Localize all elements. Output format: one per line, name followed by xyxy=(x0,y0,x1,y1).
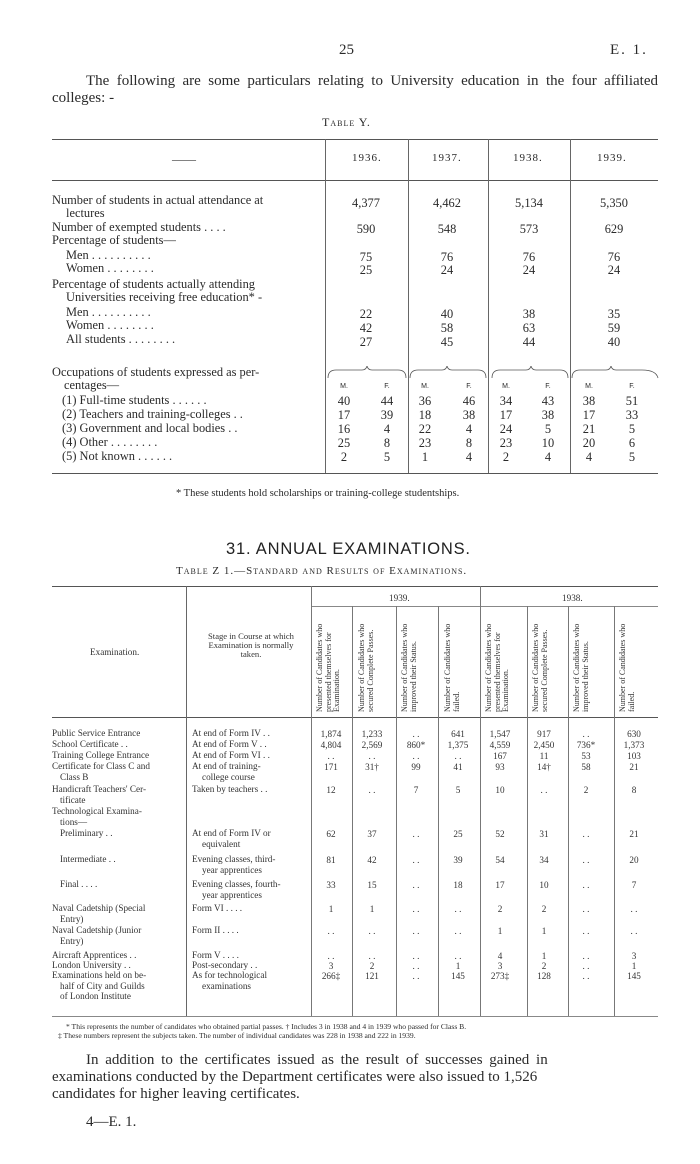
table-z-cell: . . xyxy=(412,880,420,890)
table-z-cell: . . xyxy=(412,971,420,981)
table-z-cell: 34 xyxy=(539,855,549,865)
table-y-row-label: Percentage of students— xyxy=(52,233,176,247)
table-y-cell: 4 xyxy=(465,422,473,436)
intro-paragraph: The following are some particulars relating to University education in the four affiliated colleges: - xyxy=(52,73,658,106)
table-y-cell: 5 xyxy=(628,422,636,436)
table-z-cell: . . xyxy=(368,926,376,936)
table-z-cell: . . xyxy=(412,729,420,739)
table-z-exam-name: Intermediate . . xyxy=(60,854,116,864)
table-y-cell: 38 xyxy=(522,307,536,321)
table-z-column-header: Number of Candidates who secured Complete Passes. xyxy=(357,623,375,712)
table-z-stage: As for technological xyxy=(192,970,268,980)
table-z-col-exam: Examination. xyxy=(90,647,140,657)
table-z-column-header: Number of Candidates who secured Complete Passes. xyxy=(531,623,549,712)
table-z-cell: 145 xyxy=(627,971,641,981)
table-z-cell: 1,373 xyxy=(623,740,645,750)
table-y-m-head: M. xyxy=(340,383,348,390)
table-z-cell: 5 xyxy=(455,785,461,795)
table-y-cell: 27 xyxy=(359,335,373,349)
table-y-cell: 23 xyxy=(499,436,513,450)
table-z-cell: . . xyxy=(582,951,590,961)
table-z-year-1939: 1939. xyxy=(389,593,410,603)
table-z-cell: 1 xyxy=(541,926,547,936)
table-z-cell: 1,375 xyxy=(447,740,469,750)
table-z-cell: 630 xyxy=(627,729,641,739)
table-z-cell: . . xyxy=(582,926,590,936)
table-y-row-label: Number of students in actual attendance at xyxy=(52,193,264,207)
table-y-cell: 33 xyxy=(625,408,639,422)
table-y-row-label: Men . . . . . . . . . . xyxy=(66,305,151,319)
table-z-cell: 736* xyxy=(576,740,596,750)
table-z-exam-name: tificate xyxy=(60,794,86,805)
table-z-cell: . . xyxy=(412,926,420,936)
table-z-exam-name: Handicraft Teachers' Cer- xyxy=(52,784,147,794)
table-z-cell: 54 xyxy=(495,855,505,865)
table-y-cell: 17 xyxy=(582,408,596,422)
table-y-cell: 40 xyxy=(607,335,621,349)
table-y-cell: 24 xyxy=(440,263,454,277)
table-y-cell: 40 xyxy=(440,307,454,321)
table-y-row-label: Women . . . . . . . . xyxy=(66,318,154,332)
table-z-cell: 21 xyxy=(629,829,639,839)
table-z-title: Table Z 1.—Standard and Results of Examinations. xyxy=(176,565,468,577)
table-z-cell: 860* xyxy=(406,740,426,750)
table-z-cell: 1 xyxy=(541,951,547,961)
table-z-cell: . . xyxy=(540,785,548,795)
table-y-row-label: Percentage of students actually attending xyxy=(52,277,255,291)
table-z-exam-name: Entry) xyxy=(60,935,84,946)
table-z-cell: 145 xyxy=(451,971,465,981)
table-z-cell: 14† xyxy=(537,762,551,772)
table-z-cell: 99 xyxy=(411,762,421,772)
table-y-cell: 76 xyxy=(522,250,536,264)
table-y-row-label: Number of exempted students . . . . xyxy=(52,220,226,234)
table-z-cell: . . xyxy=(582,880,590,890)
table-y-cell: 10 xyxy=(541,436,555,450)
table-z-stage: year apprentices xyxy=(202,864,262,875)
table-z-cell: 1,874 xyxy=(320,729,342,739)
table-z-cell: 81 xyxy=(326,855,336,865)
table-y-title: Table Y. xyxy=(322,115,371,129)
table-y-cell: 40 xyxy=(337,394,351,408)
table-y-cell: 46 xyxy=(462,394,476,408)
table-z-cell: . . xyxy=(368,951,376,961)
table-y-cell: 59 xyxy=(607,321,621,335)
table-y-year: 1939. xyxy=(597,152,627,164)
table-y-cell: 58 xyxy=(440,321,454,335)
table-y-cell: 20 xyxy=(582,436,596,450)
table-y-cell: 38 xyxy=(582,394,596,408)
table-z-cell: 62 xyxy=(326,829,336,839)
table-z-cell: 121 xyxy=(365,971,379,981)
table-z-exam-name: Naval Cadetship (Junior xyxy=(52,925,142,935)
table-z-cell: 2 xyxy=(541,904,547,914)
table-z-cell: . . xyxy=(412,751,420,761)
table-z-cell: . . xyxy=(582,971,590,981)
table-z-cell: . . xyxy=(412,829,420,839)
table-y-m-head: M. xyxy=(502,383,510,390)
table-z-column-header: Number of Candidates who presented themselves for Examination. xyxy=(484,623,511,712)
table-z-stage: Form VI . . . . xyxy=(192,903,243,913)
table-z-cell: 2 xyxy=(369,961,375,971)
table-z-cell: 53 xyxy=(581,751,591,761)
table-y-cell: 548 xyxy=(437,222,457,236)
table-z-cell: . . xyxy=(412,951,420,961)
table-y-cell: 5 xyxy=(383,450,391,464)
table-z-exam-name: Preliminary . . xyxy=(60,828,113,838)
table-z-cell: 31 xyxy=(539,829,549,839)
table-z-cell: 2 xyxy=(583,785,589,795)
table-z-exam-name: Certificate for Class C and xyxy=(52,761,150,771)
table-z-cell: 1,547 xyxy=(489,729,511,739)
table-z-cell: 917 xyxy=(537,729,551,739)
table-z-cell: . . xyxy=(454,751,462,761)
table-y-cell: 1 xyxy=(421,450,429,464)
table-z-exam-name: Entry) xyxy=(60,913,84,924)
table-z-cell: 31† xyxy=(365,762,379,772)
table-z-cell: . . xyxy=(582,829,590,839)
table-y-cell: 5 xyxy=(544,422,552,436)
closing-paragraph-line: examinations conducted by the Department certificates were also issued to 1,526 xyxy=(52,1069,538,1085)
table-z-exam-name: Technological Examina- xyxy=(52,806,142,816)
table-z-cell: 3 xyxy=(497,961,503,971)
document-ref: E. 1. xyxy=(610,42,648,58)
table-y-cell: 17 xyxy=(337,408,351,422)
table-z-cell: . . xyxy=(630,904,638,914)
table-z-cell: 3 xyxy=(631,951,637,961)
table-z-cell: . . xyxy=(368,785,376,795)
table-y-occupations-label: centages— xyxy=(64,378,120,392)
table-y-cell: 17 xyxy=(499,408,513,422)
table-y-occupation-label: (1) Full-time students . . . . . . xyxy=(62,393,207,407)
table-z-cell: 641 xyxy=(451,729,465,739)
table-y-occupation-label: (4) Other . . . . . . . . xyxy=(62,435,158,449)
table-z-cell: 7 xyxy=(631,880,637,890)
table-z-stage: Evening classes, third- xyxy=(192,854,276,864)
table-z-cell: . . xyxy=(327,926,335,936)
table-z-cell: 25 xyxy=(453,829,463,839)
table-z-cell: 15 xyxy=(367,880,377,890)
table-z-cell: 1 xyxy=(369,904,375,914)
table-y-cell: 629 xyxy=(604,222,624,236)
table-z-cell: . . xyxy=(454,926,462,936)
table-z-column-header: Number of Candidates who improved their Status. xyxy=(400,623,418,712)
table-z-cell: 12 xyxy=(326,785,336,795)
table-z-cell: 128 xyxy=(537,971,551,981)
table-z-cell: 10 xyxy=(539,880,549,890)
table-z-col-stage: Stage in Course at which Examination is normally taken. xyxy=(208,631,294,660)
table-z-cell: 266‡ xyxy=(321,971,341,981)
table-z-cell: 1 xyxy=(455,961,461,971)
table-y-year: 1937. xyxy=(432,152,462,164)
table-y-cell: 4 xyxy=(465,450,473,464)
table-z-bottom-rule xyxy=(52,1016,658,1017)
table-z-cell: 33 xyxy=(326,880,336,890)
table-z-cell: . . xyxy=(582,961,590,971)
table-z-exam-name: tions— xyxy=(60,816,88,827)
table-y-m-head: M. xyxy=(421,383,429,390)
table-y-row-label: Women . . . . . . . . xyxy=(66,261,154,275)
table-y-cell: 23 xyxy=(418,436,432,450)
table-y-cell: 5 xyxy=(628,450,636,464)
table-z-column-header: Number of Candidates who failed. xyxy=(618,623,636,712)
table-y-f-head: F. xyxy=(466,383,472,390)
table-z-cell: 2 xyxy=(541,961,547,971)
table-z-cell: . . xyxy=(582,729,590,739)
table-y-cell: 39 xyxy=(380,408,394,422)
table-y-cell: 34 xyxy=(499,394,513,408)
table-z-cell: 10 xyxy=(495,785,505,795)
table-z-cell: 2,450 xyxy=(533,740,555,750)
table-z-column-header: Number of Candidates who presented themselves for Examination. xyxy=(315,623,342,712)
footer-ref: 4—E. 1. xyxy=(86,1114,137,1130)
table-z-year-rule xyxy=(311,606,658,607)
table-z-cell: 8 xyxy=(631,785,637,795)
table-y-cell: 2 xyxy=(340,450,348,464)
table-y-row-label: Universities receiving free education* - xyxy=(66,290,263,304)
table-y-cell: 42 xyxy=(359,321,373,335)
table-z-exam-name: School Certificate . . xyxy=(52,739,128,749)
table-z-column-header: Number of Candidates who improved their Status. xyxy=(572,623,590,712)
table-y-cell: 5,134 xyxy=(515,196,543,210)
table-z-cell: 37 xyxy=(367,829,377,839)
table-y-f-head: F. xyxy=(629,383,635,390)
table-z-cell: 18 xyxy=(453,880,463,890)
table-z-cell: 4 xyxy=(497,951,503,961)
table-z-exam-name: half of City and Guilds xyxy=(60,980,145,991)
table-y-row-label: Men . . . . . . . . . . xyxy=(66,248,151,262)
table-z-cell: . . xyxy=(368,751,376,761)
closing-paragraph-line: In addition to the certificates issued as the result of successes gained in xyxy=(86,1052,548,1068)
table-z-stage: Evening classes, fourth- xyxy=(192,879,281,889)
table-y-cell: 4,462 xyxy=(433,196,461,210)
table-y-cell: 24 xyxy=(607,263,621,277)
table-y-cell: 75 xyxy=(359,250,373,264)
table-z-footnote: * This represents the number of candidates who obtained partial passes. † Includes 3 in 1938 and 4 in 1939 who passed for Class B. xyxy=(66,1022,467,1031)
table-z-cell: 167 xyxy=(493,751,507,761)
table-y-bottom-rule xyxy=(52,473,658,474)
table-y-cell: 35 xyxy=(607,307,621,321)
table-z-exam-name: London University . . xyxy=(52,960,131,970)
table-y-cell: 45 xyxy=(440,335,454,349)
table-y-year: 1936. xyxy=(352,152,382,164)
table-y-cell: 51 xyxy=(625,394,639,408)
table-z-cell: 273‡ xyxy=(490,971,510,981)
table-z-cell: . . xyxy=(327,951,335,961)
table-z-cell: 39 xyxy=(453,855,463,865)
table-y-cell: 44 xyxy=(380,394,394,408)
table-z-cell: . . xyxy=(412,855,420,865)
table-z-cell: 7 xyxy=(413,785,419,795)
table-z-cell: . . xyxy=(582,904,590,914)
table-y-braces xyxy=(326,366,666,380)
table-z-stage: At end of training- xyxy=(192,761,261,771)
table-z-stage: Post-secondary . . xyxy=(192,960,258,970)
table-z-stage: Form V . . . . xyxy=(192,950,239,960)
table-y-f-head: F. xyxy=(384,383,390,390)
table-y-cell: 4 xyxy=(585,450,593,464)
table-y-cell: 25 xyxy=(359,263,373,277)
table-z-stage: examinations xyxy=(202,980,251,991)
table-y-cell: 4 xyxy=(544,450,552,464)
table-z-stage: At end of Form IV or xyxy=(192,828,271,838)
table-z-cell: 52 xyxy=(495,829,505,839)
table-z-exam-name: Public Service Entrance xyxy=(52,728,141,738)
table-y-cell: 22 xyxy=(418,422,432,436)
table-y-occupation-label: (5) Not known . . . . . . xyxy=(62,449,173,463)
table-z-cell: 4,559 xyxy=(489,740,511,750)
table-z-year-1938: 1938. xyxy=(562,593,583,603)
table-y-cell: 22 xyxy=(359,307,373,321)
table-y-cell: 590 xyxy=(356,222,376,236)
table-z-cell: 4,804 xyxy=(320,740,342,750)
table-y-cell: 38 xyxy=(541,408,555,422)
table-z-footnote: ‡ These numbers represent the subjects taken. The number of individual candidates was 228 in 1938 and 222 in 1939. xyxy=(58,1031,416,1040)
table-z-cell: . . xyxy=(412,961,420,971)
table-z-stage: At end of Form V . . xyxy=(192,739,267,749)
table-z-exam-name: Training College Entrance xyxy=(52,750,150,760)
table-y-year: 1938. xyxy=(513,152,543,164)
table-y-cell: 38 xyxy=(462,408,476,422)
table-y-cell: 573 xyxy=(519,222,539,236)
table-y-cell: 4 xyxy=(383,422,391,436)
table-y-m-head: M. xyxy=(585,383,593,390)
table-y-cell: 36 xyxy=(418,394,432,408)
table-y-cell: 63 xyxy=(522,321,536,335)
table-y-occupation-label: (2) Teachers and training-colleges . . xyxy=(62,407,243,421)
table-y-cell: 43 xyxy=(541,394,555,408)
table-z-exam-name: Class B xyxy=(60,771,89,782)
table-z-cell: . . xyxy=(327,751,335,761)
section-title: 31. ANNUAL EXAMINATIONS. xyxy=(226,540,471,558)
table-z-cell: 2 xyxy=(497,904,503,914)
table-y-top-rule xyxy=(52,139,658,140)
table-z-stage: Taken by teachers . . xyxy=(192,784,268,794)
table-z-stage: At end of Form VI . . xyxy=(192,750,270,760)
table-y-header-rule xyxy=(52,180,658,181)
table-y-cell: 25 xyxy=(337,436,351,450)
table-y-row-label: lectures xyxy=(66,206,105,220)
table-z-cell: . . xyxy=(454,951,462,961)
table-z-cell: 17 xyxy=(495,880,505,890)
table-y-cell: 44 xyxy=(522,335,536,349)
table-z-stage: year apprentices xyxy=(202,889,262,900)
table-z-cell: 3 xyxy=(328,961,334,971)
table-z-cell: 1 xyxy=(497,926,503,936)
table-z-exam-name: of London Institute xyxy=(60,991,131,1001)
table-z-cell: 58 xyxy=(581,762,591,772)
table-z-exam-name: Aircraft Apprentices . . xyxy=(52,950,137,960)
closing-paragraph-line: candidates for higher leaving certificates. xyxy=(52,1086,300,1102)
table-y-cell: 16 xyxy=(337,422,351,436)
table-z-cell: . . xyxy=(630,926,638,936)
table-z-exam-name: Final . . . . xyxy=(60,879,98,889)
table-y-cell: 76 xyxy=(607,250,621,264)
table-z-cell: 21 xyxy=(629,762,639,772)
table-z-cell: 1 xyxy=(631,961,637,971)
table-y-cell: 2 xyxy=(502,450,510,464)
page-number: 25 xyxy=(339,42,354,58)
table-z-cell: 41 xyxy=(453,762,463,772)
table-z-divider xyxy=(186,586,187,1016)
table-z-cell: . . xyxy=(582,855,590,865)
table-z-column-header: Number of Candidates who failed. xyxy=(443,623,461,712)
table-y-cell: 24 xyxy=(499,422,513,436)
table-z-cell: 103 xyxy=(627,751,641,761)
table-z-cell: 20 xyxy=(629,855,639,865)
table-y-cell: 8 xyxy=(465,436,473,450)
table-y-cell: 21 xyxy=(582,422,596,436)
table-z-stage: At end of Form IV . . xyxy=(192,728,270,738)
table-y-f-head: F. xyxy=(545,383,551,390)
table-y-cell: 18 xyxy=(418,408,432,422)
table-z-stage: college course xyxy=(202,771,255,782)
table-y-cell: 5,350 xyxy=(600,196,628,210)
table-z-stage: Form II . . . . xyxy=(192,925,239,935)
table-y-cell: 8 xyxy=(383,436,391,450)
table-z-cell: 171 xyxy=(324,762,338,772)
table-y-occupation-label: (3) Government and local bodies . . xyxy=(62,421,238,435)
table-z-cell: . . xyxy=(412,904,420,914)
table-z-exam-name: Examinations held on be- xyxy=(52,970,147,980)
table-y-row-label: All students . . . . . . . . xyxy=(66,332,176,346)
table-y-occupations-label: Occupations of students expressed as per- xyxy=(52,365,260,379)
table-z-cell: 11 xyxy=(539,751,549,761)
table-z-cell: 42 xyxy=(367,855,377,865)
table-y-cell: 6 xyxy=(628,436,636,450)
table-z-cell: . . xyxy=(454,904,462,914)
table-z-top-rule xyxy=(52,586,658,587)
table-z-exam-name: Naval Cadetship (Special xyxy=(52,903,146,913)
table-y-cell: 4,377 xyxy=(352,196,380,210)
table-z-cell: 93 xyxy=(495,762,505,772)
table-y-cell: 76 xyxy=(440,250,454,264)
table-z-cell: 1 xyxy=(328,904,334,914)
table-z-cell: 1,233 xyxy=(361,729,383,739)
table-y-blank-head: —— xyxy=(172,152,196,166)
table-y-cell: 24 xyxy=(522,263,536,277)
table-y-footnote: * These students hold scholarships or training-college studentships. xyxy=(176,488,460,499)
table-z-stage: equivalent xyxy=(202,838,241,849)
table-z-cell: 2,569 xyxy=(361,740,383,750)
